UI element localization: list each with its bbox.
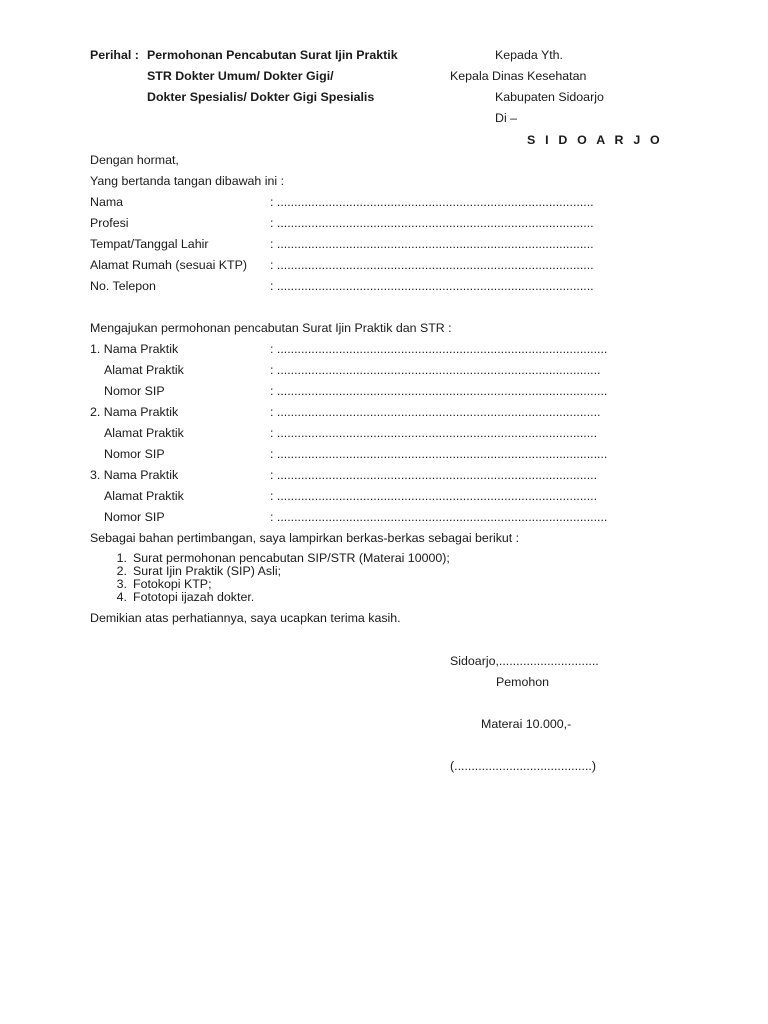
recipient-city: S I D O A R J O bbox=[527, 133, 663, 147]
practice-3-name-label: 3. Nama Praktik bbox=[90, 468, 179, 482]
practice-2-address-label: Alamat Praktik bbox=[104, 426, 184, 440]
perihal-line-3: Dokter Spesialis/ Dokter Gigi Spesialis bbox=[147, 90, 375, 104]
practice-1-sip-label: Nomor SIP bbox=[104, 384, 165, 398]
practice-1-address-value: : .............................................................................................. bbox=[270, 363, 601, 377]
signature-name-line: (........................................) bbox=[450, 759, 596, 773]
field-value-ttl: : ............................................................................................ bbox=[270, 237, 594, 251]
practice-2-sip-label: Nomor SIP bbox=[104, 447, 165, 461]
field-value-telepon: : ............................................................................................ bbox=[270, 279, 594, 293]
practice-3-address-value: : ............................................................................................. bbox=[270, 489, 598, 503]
perihal-label: Perihal : bbox=[90, 48, 139, 62]
recipient-line-3: Kabupaten Sidoarjo bbox=[495, 90, 604, 104]
practice-3-name-value: : ............................................................................................. bbox=[270, 468, 598, 482]
field-label-alamat-rumah: Alamat Rumah (sesuai KTP) bbox=[90, 258, 248, 272]
practice-1-sip-value: : ................................................................................................ bbox=[270, 384, 608, 398]
perihal-line-1: Permohonan Pencabutan Surat Ijin Praktik bbox=[147, 48, 398, 62]
greeting: Dengan hormat, bbox=[90, 153, 179, 167]
signature-stamp: Materai 10.000,- bbox=[481, 717, 572, 731]
intro: Yang bertanda tangan dibawah ini : bbox=[90, 174, 285, 188]
closing-text: Demikian atas perhatiannya, saya ucapkan terima kasih. bbox=[90, 611, 401, 625]
field-label-profesi: Profesi bbox=[90, 216, 129, 230]
attachment-2-number: 2. bbox=[116, 564, 127, 578]
attachment-4-number: 4. bbox=[116, 590, 127, 604]
signature-role: Pemohon bbox=[496, 675, 550, 689]
practice-2-sip-value: : ................................................................................................ bbox=[270, 447, 608, 461]
field-label-ttl: Tempat/Tanggal Lahir bbox=[90, 237, 209, 251]
attachment-1-number: 1. bbox=[116, 551, 127, 565]
practice-3-sip-value: : ................................................................................................ bbox=[270, 510, 608, 524]
field-value-nama: : ............................................................................................ bbox=[270, 195, 594, 209]
attachment-1-text: Surat permohonan pencabutan SIP/STR (Materai 10000); bbox=[133, 551, 450, 565]
practice-1-address-label: Alamat Praktik bbox=[104, 363, 184, 377]
practice-3-address-label: Alamat Praktik bbox=[104, 489, 184, 503]
perihal-line-2: STR Dokter Umum/ Dokter Gigi/ bbox=[147, 69, 334, 83]
attachments-intro: Sebagai bahan pertimbangan, saya lampirkan berkas-berkas sebagai berikut : bbox=[90, 531, 520, 545]
attachment-3-text: Fotokopi KTP; bbox=[133, 577, 212, 591]
field-label-telepon: No. Telepon bbox=[90, 279, 156, 293]
attachment-3-number: 3. bbox=[116, 577, 127, 591]
field-value-alamat-rumah: : ............................................................................................ bbox=[270, 258, 594, 272]
practice-2-name-label: 2. Nama Praktik bbox=[90, 405, 179, 419]
recipient-line-2: Kepala Dinas Kesehatan bbox=[450, 69, 587, 83]
practice-1-name-value: : ................................................................................................ bbox=[270, 342, 608, 356]
practice-2-name-value: : .............................................................................................. bbox=[270, 405, 601, 419]
signature-place-date: Sidoarjo,............................. bbox=[450, 654, 599, 668]
field-label-nama: Nama bbox=[90, 195, 124, 209]
request-text: Mengajukan permohonan pencabutan Surat Ijin Praktik dan STR : bbox=[90, 321, 452, 335]
practice-2-address-value: : ............................................................................................. bbox=[270, 426, 598, 440]
field-value-profesi: : ............................................................................................ bbox=[270, 216, 594, 230]
practice-3-sip-label: Nomor SIP bbox=[104, 510, 165, 524]
recipient-line-1: Kepada Yth. bbox=[495, 48, 563, 62]
recipient-line-4: Di – bbox=[495, 111, 518, 125]
attachment-2-text: Surat Ijin Praktik (SIP) Asli; bbox=[133, 564, 282, 578]
practice-1-name-label: 1. Nama Praktik bbox=[90, 342, 179, 356]
attachment-4-text: Fototopi ijazah dokter. bbox=[133, 590, 255, 604]
